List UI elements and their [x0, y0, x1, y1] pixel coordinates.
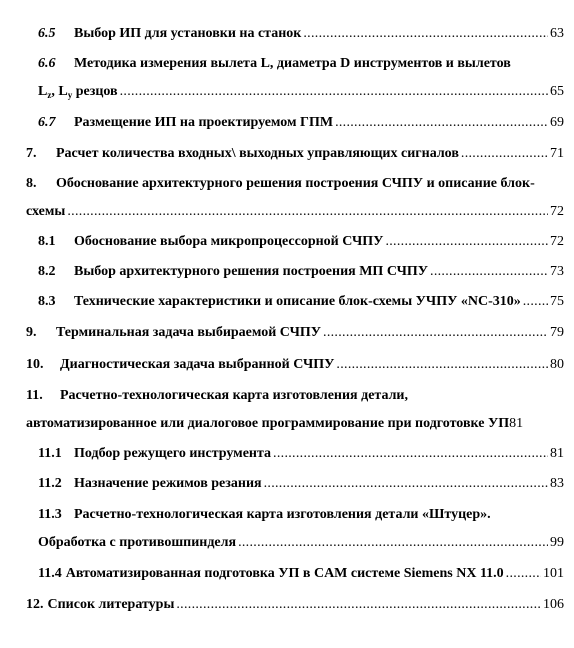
toc-entry-title: Диагностическая задача выбранной СЧПУ: [60, 357, 335, 372]
toc-entry-number: 8.3: [38, 294, 56, 309]
toc-entry-page: 71: [550, 146, 564, 161]
toc-entry-number: 6.6: [38, 56, 56, 71]
toc-entry-title: Расчетно-технологическая карта изготовления детали,: [60, 388, 408, 403]
toc-entry-number: 9.: [26, 325, 37, 340]
dot-leader: [264, 474, 548, 494]
toc-entry-page: 72: [550, 204, 564, 219]
toc-entry-title: Обоснование архитектурного решения построения СЧПУ и описание блок-: [56, 176, 535, 191]
toc-entry-number: 12.: [26, 597, 44, 612]
dot-leader: [461, 144, 548, 164]
toc-entry-page: 79: [550, 325, 564, 340]
dot-leader: [523, 292, 548, 312]
toc-entry-title-cont: схемы: [26, 204, 66, 219]
toc-entry-11-2[interactable]: [38, 474, 564, 494]
dot-leader: [176, 595, 541, 615]
toc-entry-page: 81: [550, 446, 564, 461]
toc-entry-7[interactable]: [26, 144, 564, 164]
toc-entry-page: 101: [543, 566, 564, 581]
toc-entry-title: Выбор ИП для установки на станок: [74, 26, 302, 41]
toc-entry-number: 8.: [26, 176, 37, 191]
dot-leader: [273, 444, 548, 464]
toc-entry-title-cont: автоматизированное или диалоговое программирование при подготовке УП: [26, 416, 510, 431]
dot-leader: [335, 113, 548, 133]
toc-entry-title-cont: Обработка с противошпинделя: [38, 535, 237, 550]
toc-entry-title: Подбор режущего инструмента: [74, 446, 272, 461]
toc-entry-11-3[interactable]: [38, 505, 564, 525]
toc-entry-8-2[interactable]: [38, 262, 564, 282]
toc-entry-8-continuation[interactable]: [26, 202, 564, 222]
dot-leader: [430, 262, 548, 282]
toc-entry-8[interactable]: [26, 174, 564, 194]
toc-entry-number: 8.2: [38, 264, 56, 279]
toc-entry-8-3[interactable]: [38, 292, 564, 312]
toc-entry-number: 7.: [26, 146, 37, 161]
toc-entry-number: 11.: [26, 388, 43, 403]
dot-leader: [67, 202, 548, 222]
toc-entry-number: 6.5: [38, 26, 56, 41]
toc-entry-page: 83: [550, 476, 564, 491]
dot-leader: [506, 564, 541, 584]
dot-leader: [303, 24, 548, 44]
toc-entry-11-1[interactable]: [38, 444, 564, 464]
toc-entry-title: Автоматизированная подготовка УП в CAM системе Siemens NX 11.0: [65, 566, 504, 581]
toc-entry-number: 8.1: [38, 234, 56, 249]
toc-entry-11-4[interactable]: [38, 564, 564, 584]
toc-entry-page: 63: [550, 26, 564, 41]
dot-leader: [336, 355, 548, 375]
dot-leader: [238, 533, 548, 553]
dot-leader: [385, 232, 548, 252]
dot-leader: [120, 82, 548, 102]
toc-entry-number: 11.4: [38, 566, 62, 581]
toc-entry-title: Размещение ИП на проектируемом ГПМ: [74, 115, 334, 130]
toc-entry-page: 75: [550, 294, 564, 309]
toc-entry-number: 6.7: [38, 115, 56, 130]
toc-entry-number: 11.1: [38, 446, 62, 461]
toc-entry-page: 80: [550, 357, 564, 372]
toc-entry-number: 11.3: [38, 507, 62, 522]
toc-entry-6-6[interactable]: [38, 54, 564, 74]
toc-entry-page: 72: [550, 234, 564, 249]
toc-entry-title: Методика измерения вылета L, диаметра D инструментов и вылетов: [74, 56, 511, 71]
toc-entry-6-5[interactable]: [38, 24, 564, 44]
toc-entry-number: 10.: [26, 357, 44, 372]
toc-entry-10[interactable]: [26, 355, 564, 375]
toc-entry-11[interactable]: [26, 386, 564, 406]
toc-entry-title: Назначение режимов резания: [74, 476, 262, 491]
toc-entry-6-6-continuation[interactable]: [38, 82, 564, 102]
toc-entry-title-cont: $L_z$, $L_y$ резцов: [38, 84, 118, 100]
toc-entry-title: Терминальная задача выбираемой СЧПУ: [56, 325, 322, 340]
toc-entry-number: 11.2: [38, 476, 62, 491]
toc-entry-11-3-continuation[interactable]: [38, 533, 564, 553]
toc-entry-title: Технические характеристики и описание блок-схемы УЧПУ «NC-310»: [74, 294, 521, 309]
toc-entry-page: 65: [550, 84, 564, 99]
toc-entry-title: Список литературы: [47, 597, 175, 612]
toc-entry-12[interactable]: [26, 595, 564, 615]
toc-entry-title: Обоснование выбора микропроцессорной СЧПУ: [74, 234, 384, 249]
toc-entry-page: 81: [509, 416, 524, 431]
toc-entry-page: 106: [543, 597, 564, 612]
toc-entry-title: Расчетно-технологическая карта изготовления детали «Штуцер».: [74, 507, 491, 522]
toc-entry-9[interactable]: [26, 323, 564, 343]
toc-entry-page: 73: [550, 264, 564, 279]
toc-entry-8-1[interactable]: [38, 232, 564, 252]
toc-entry-page: 69: [550, 115, 564, 130]
toc-entry-6-7[interactable]: [38, 113, 564, 133]
dot-leader: [323, 323, 548, 343]
toc-entry-page: 99: [550, 535, 564, 550]
toc-entry-title: Выбор архитектурного решения построения МП СЧПУ: [74, 264, 429, 279]
toc-entry-11-continuation[interactable]: [26, 414, 564, 434]
toc-entry-title: Расчет количества входных\ выходных управляющих сигналов: [56, 146, 459, 161]
